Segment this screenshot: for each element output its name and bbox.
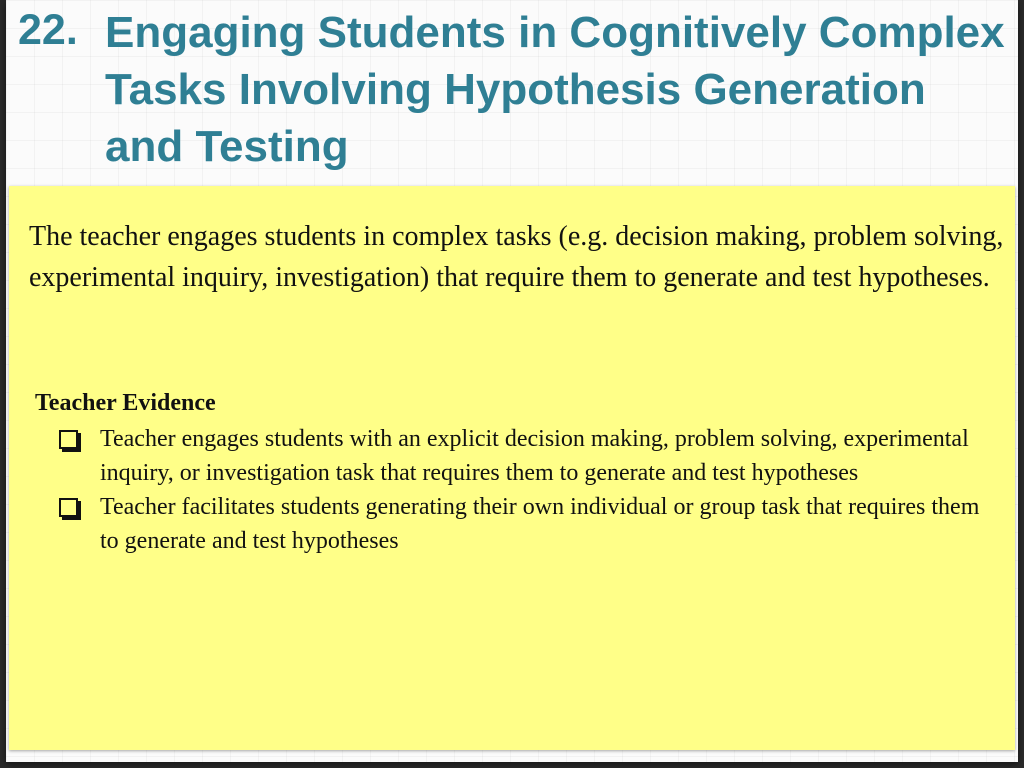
evidence-item-text: Teacher engages students with an explicit decision making, problem solving, experimental inquiry, or investigation task that requires them to generate and test hypotheses [100,426,969,486]
evidence-list [59,422,1004,558]
checkbox-icon [59,430,78,449]
checkbox-icon [59,498,78,517]
list-item [59,422,1004,490]
list-item [59,490,1004,558]
content-box [9,186,1015,750]
intro-paragraph: The teacher engages students in complex tasks (e.g. decision making, problem solving, experimental inquiry, investigation) that require them to generate and test hypotheses. [29,221,1004,293]
slide-number: 22. [18,6,78,54]
slide [6,0,1018,762]
evidence-heading: Teacher Evidence [35,390,216,416]
slide-title: Engaging Students in Cognitively Complex Tasks Involving Hypothesis Generation and Testing [105,8,1005,171]
evidence-item-text: Teacher facilitates students generating their own individual or group task that requires them to generate and test hypotheses [100,494,980,554]
